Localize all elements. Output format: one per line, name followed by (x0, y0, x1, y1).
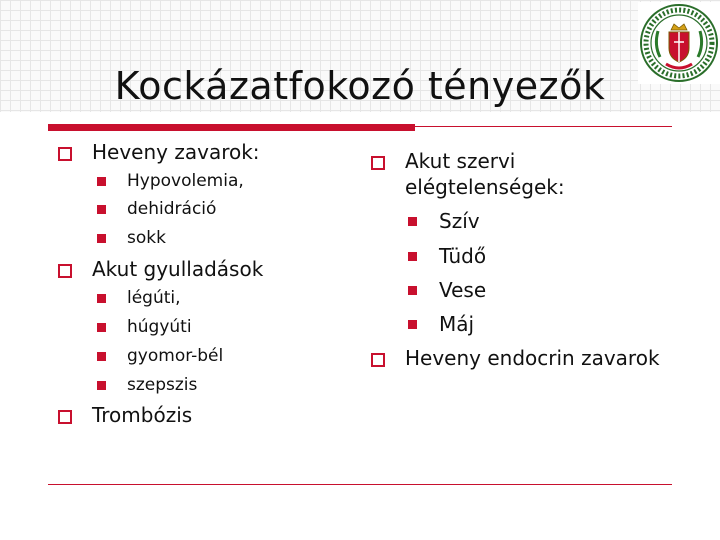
title-underline-thin (415, 126, 672, 127)
title-underline-bar (48, 124, 415, 131)
checkbox-bullet-icon (371, 156, 385, 170)
sub-list-item: Tüdő (439, 244, 487, 268)
square-bullet-icon (97, 234, 106, 243)
sub-list-item: szepszis (127, 375, 198, 395)
square-bullet-icon (408, 320, 417, 329)
checkbox-bullet-icon (58, 264, 72, 278)
square-bullet-icon (97, 177, 106, 186)
square-bullet-icon (408, 217, 417, 226)
sub-list-item: Szív (439, 209, 480, 233)
list-item-heading: Heveny endocrin zavarok (405, 346, 660, 370)
sub-list-item: Vese (439, 278, 487, 302)
list-item-heading: Trombózis (92, 403, 193, 427)
checkbox-bullet-icon (58, 410, 72, 424)
sub-list-item: húgyúti (127, 317, 192, 337)
sub-list-item: gyomor-bél (127, 346, 224, 366)
list-item-heading: Akut szervi (405, 149, 516, 173)
page-title: Kockázatfokozó tényezők (114, 64, 606, 108)
list-item-heading-cont: elégtelenségek: (405, 175, 565, 199)
sub-list-item: Hypovolemia, (127, 171, 244, 191)
square-bullet-icon (408, 252, 417, 261)
checkbox-bullet-icon (371, 353, 385, 367)
square-bullet-icon (408, 286, 417, 295)
sub-list-item: sokk (127, 228, 166, 248)
square-bullet-icon (97, 294, 106, 303)
sub-list-item: légúti, (127, 288, 181, 308)
square-bullet-icon (97, 352, 106, 361)
square-bullet-icon (97, 205, 106, 214)
square-bullet-icon (97, 323, 106, 332)
square-bullet-icon (97, 381, 106, 390)
checkbox-bullet-icon (58, 147, 72, 161)
sub-list-item: Máj (439, 312, 475, 336)
footer-divider (48, 484, 672, 485)
list-item-heading: Akut gyulladások (92, 257, 264, 281)
sub-list-item: dehidráció (127, 199, 217, 219)
list-item-heading: Heveny zavarok: (92, 140, 260, 164)
